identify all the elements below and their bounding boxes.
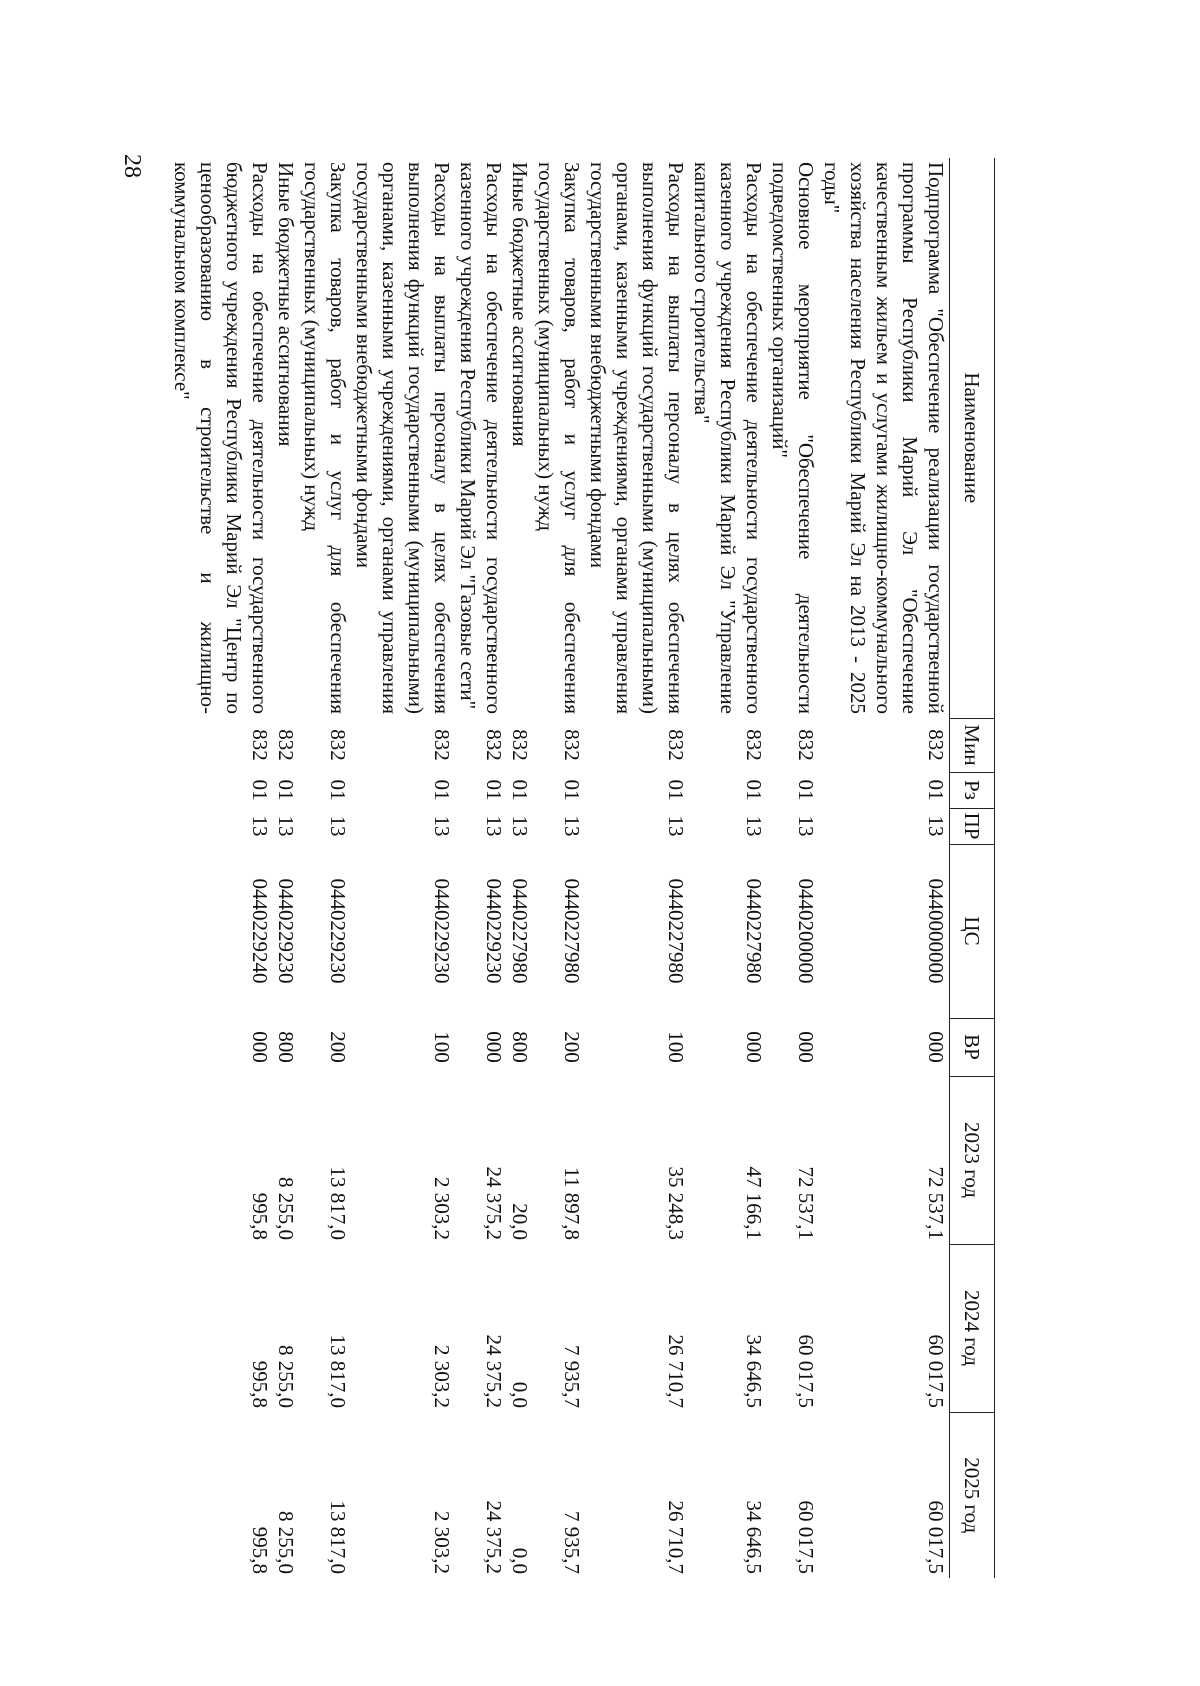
table-row: [351, 158, 455, 1578]
row-cs: 0440000000: [924, 878, 948, 984]
row-rz: 01: [794, 779, 818, 801]
row-name: Закупка товаров, работ и услуг для обеспечения государственных (муниципальных) нужд: [534, 162, 584, 714]
row-cs: 0440229230: [274, 878, 298, 984]
header-cs: ЦС: [950, 844, 995, 1018]
row-2024: 995,8: [248, 1360, 272, 1408]
row-rz: 01: [560, 779, 584, 801]
row-vr: 000: [794, 1031, 818, 1063]
row-name: Основное мероприятие "Обеспечение деятельности подведомственных организаций": [768, 162, 818, 714]
row-2023: 13 817,0: [326, 1166, 350, 1240]
row-pr: 13: [274, 815, 298, 837]
row-rz: 01: [482, 779, 506, 801]
header-vr: ВР: [950, 1018, 995, 1076]
row-vr: 200: [326, 1031, 350, 1063]
row-pr: 13: [508, 815, 532, 837]
row-2023: 20,0: [508, 1203, 532, 1240]
row-2023: 24 375,2: [482, 1166, 506, 1240]
row-vr: 800: [508, 1031, 532, 1063]
row-min: 832: [742, 729, 766, 761]
row-min: 832: [430, 729, 454, 761]
row-min: 832: [794, 729, 818, 761]
header-2024: 2024 год: [950, 1244, 995, 1412]
row-min: 832: [664, 729, 688, 761]
row-2025: 7 935,7: [560, 1511, 584, 1574]
row-2024: 60 017,5: [794, 1334, 818, 1408]
header-name: Наименование: [950, 158, 995, 718]
row-2024: 26 710,7: [664, 1334, 688, 1408]
header-2025: 2025 год: [950, 1412, 995, 1578]
row-2023: 995,8: [248, 1192, 272, 1240]
row-vr: 200: [560, 1031, 584, 1063]
row-name: Расходы на выплаты персоналу в целях обеспечения выполнения функций государственными (муниципальными) органами, казенными учреждениями, органами управления государственными внебюджетными фондами: [586, 162, 688, 714]
table-row: [455, 158, 507, 1578]
row-name: Расходы на обеспечение деятельности государственного бюджетного учреждения Республики Марий Эл "Центр по ценообразованию в строительстве и жилищно-коммунальном комплексе": [170, 162, 272, 714]
row-name: Иные бюджетные ассигнования: [274, 162, 298, 447]
row-min: 832: [274, 729, 298, 761]
row-rz: 01: [326, 779, 350, 801]
row-pr: 13: [430, 815, 454, 837]
row-cs: 0440229230: [326, 878, 350, 984]
row-2023: 47 166,1: [742, 1166, 766, 1240]
row-pr: 13: [326, 815, 350, 837]
row-rz: 01: [664, 779, 688, 801]
row-name: Расходы на обеспечение деятельности государственного казенного учреждения Республики Марий Эл "Управление капитального строительства": [690, 162, 766, 714]
row-2025: 8 255,0: [274, 1511, 298, 1574]
row-vr: 800: [274, 1031, 298, 1063]
row-2023: 72 537,1: [924, 1166, 948, 1240]
row-pr: 13: [924, 815, 948, 837]
row-name: Расходы на выплаты персоналу в целях обеспечения выполнения функций государственными (муниципальными) органами, казенными учреждениями, органами управления государственными внебюджетными фондами: [352, 162, 454, 714]
row-min: 832: [924, 729, 948, 761]
row-2025: 60 017,5: [924, 1500, 948, 1574]
row-vr: 100: [430, 1031, 454, 1063]
table-row: [689, 158, 767, 1578]
row-2025: 24 375,2: [482, 1500, 506, 1574]
row-rz: 01: [742, 779, 766, 801]
row-rz: 01: [248, 779, 272, 801]
budget-table: [169, 158, 995, 1578]
table-header-row: [950, 158, 995, 1578]
row-pr: 13: [794, 815, 818, 837]
row-2024: 0,0: [508, 1381, 532, 1408]
row-2025: 26 710,7: [664, 1500, 688, 1574]
row-2025: 60 017,5: [794, 1500, 818, 1574]
row-2024: 7 935,7: [560, 1345, 584, 1408]
row-2023: 11 897,8: [560, 1167, 584, 1240]
row-2023: 2 303,2: [430, 1177, 454, 1240]
row-min: 832: [326, 729, 350, 761]
row-2025: 34 646,5: [742, 1500, 766, 1574]
row-pr: 13: [560, 815, 584, 837]
row-2023: 72 537,1: [794, 1166, 818, 1240]
row-min: 832: [482, 729, 506, 761]
row-name: Иные бюджетные ассигнования: [508, 162, 532, 447]
row-2023: 35 248,3: [664, 1166, 688, 1240]
table-row: [273, 158, 299, 1578]
row-cs: 0440229230: [482, 878, 506, 984]
row-cs: 0440229240: [248, 878, 272, 984]
table-row: [169, 158, 273, 1578]
row-2025: 2 303,2: [430, 1511, 454, 1574]
row-cs: 0440227980: [664, 878, 688, 984]
header-min: Мин: [950, 718, 995, 772]
row-name: Подпрограмма "Обеспечение реализации государственной программы Республики Марий Эл "Обеспечение качественным жильем и услугами жилищно-коммунального хозяйства населения Республики Марий Эл на 2013 - 2025 годы": [820, 162, 948, 714]
row-vr: 000: [248, 1031, 272, 1063]
row-2024: 2 303,2: [430, 1345, 454, 1408]
row-name: Расходы на обеспечение деятельности государственного казенного учреждения Республики Марий Эл "Газовые сети": [456, 162, 506, 714]
row-2025: 995,8: [248, 1526, 272, 1574]
rotated-page-content: [155, 158, 995, 1578]
table-row: [585, 158, 689, 1578]
header-2023: 2023 год: [950, 1076, 995, 1244]
row-vr: 000: [924, 1031, 948, 1063]
row-2024: 13 817,0: [326, 1334, 350, 1408]
row-cs: 0440200000: [794, 878, 818, 984]
row-vr: 100: [664, 1031, 688, 1063]
row-2025: 0,0: [508, 1547, 532, 1574]
row-min: 832: [560, 729, 584, 761]
row-cs: 0440227980: [742, 878, 766, 984]
row-pr: 13: [664, 815, 688, 837]
row-rz: 01: [274, 779, 298, 801]
header-rz: Рз: [950, 772, 995, 808]
row-vr: 000: [482, 1031, 506, 1063]
table-row: [299, 158, 351, 1578]
table-row: [533, 158, 585, 1578]
row-vr: 000: [742, 1031, 766, 1063]
row-2024: 24 375,2: [482, 1334, 506, 1408]
row-2024: 8 255,0: [274, 1345, 298, 1408]
row-2023: 8 255,0: [274, 1177, 298, 1240]
row-min: 832: [508, 729, 532, 761]
row-2025: 13 817,0: [326, 1500, 350, 1574]
table-row: [507, 158, 533, 1578]
row-rz: 01: [430, 779, 454, 801]
table-row: [819, 158, 950, 1578]
page-number: 28: [119, 154, 146, 178]
row-pr: 13: [482, 815, 506, 837]
row-2024: 60 017,5: [924, 1334, 948, 1408]
row-cs: 0440229230: [430, 878, 454, 984]
header-pr: ПР: [950, 808, 995, 844]
table-row: [767, 158, 819, 1578]
row-cs: 0440227980: [560, 878, 584, 984]
row-min: 832: [248, 729, 272, 761]
row-rz: 01: [924, 779, 948, 801]
row-cs: 0440227980: [508, 878, 532, 984]
row-pr: 13: [742, 815, 766, 837]
row-2024: 34 646,5: [742, 1334, 766, 1408]
row-pr: 13: [248, 815, 272, 837]
row-rz: 01: [508, 779, 532, 801]
row-name: Закупка товаров, работ и услуг для обеспечения государственных (муниципальных) нужд: [300, 162, 350, 714]
